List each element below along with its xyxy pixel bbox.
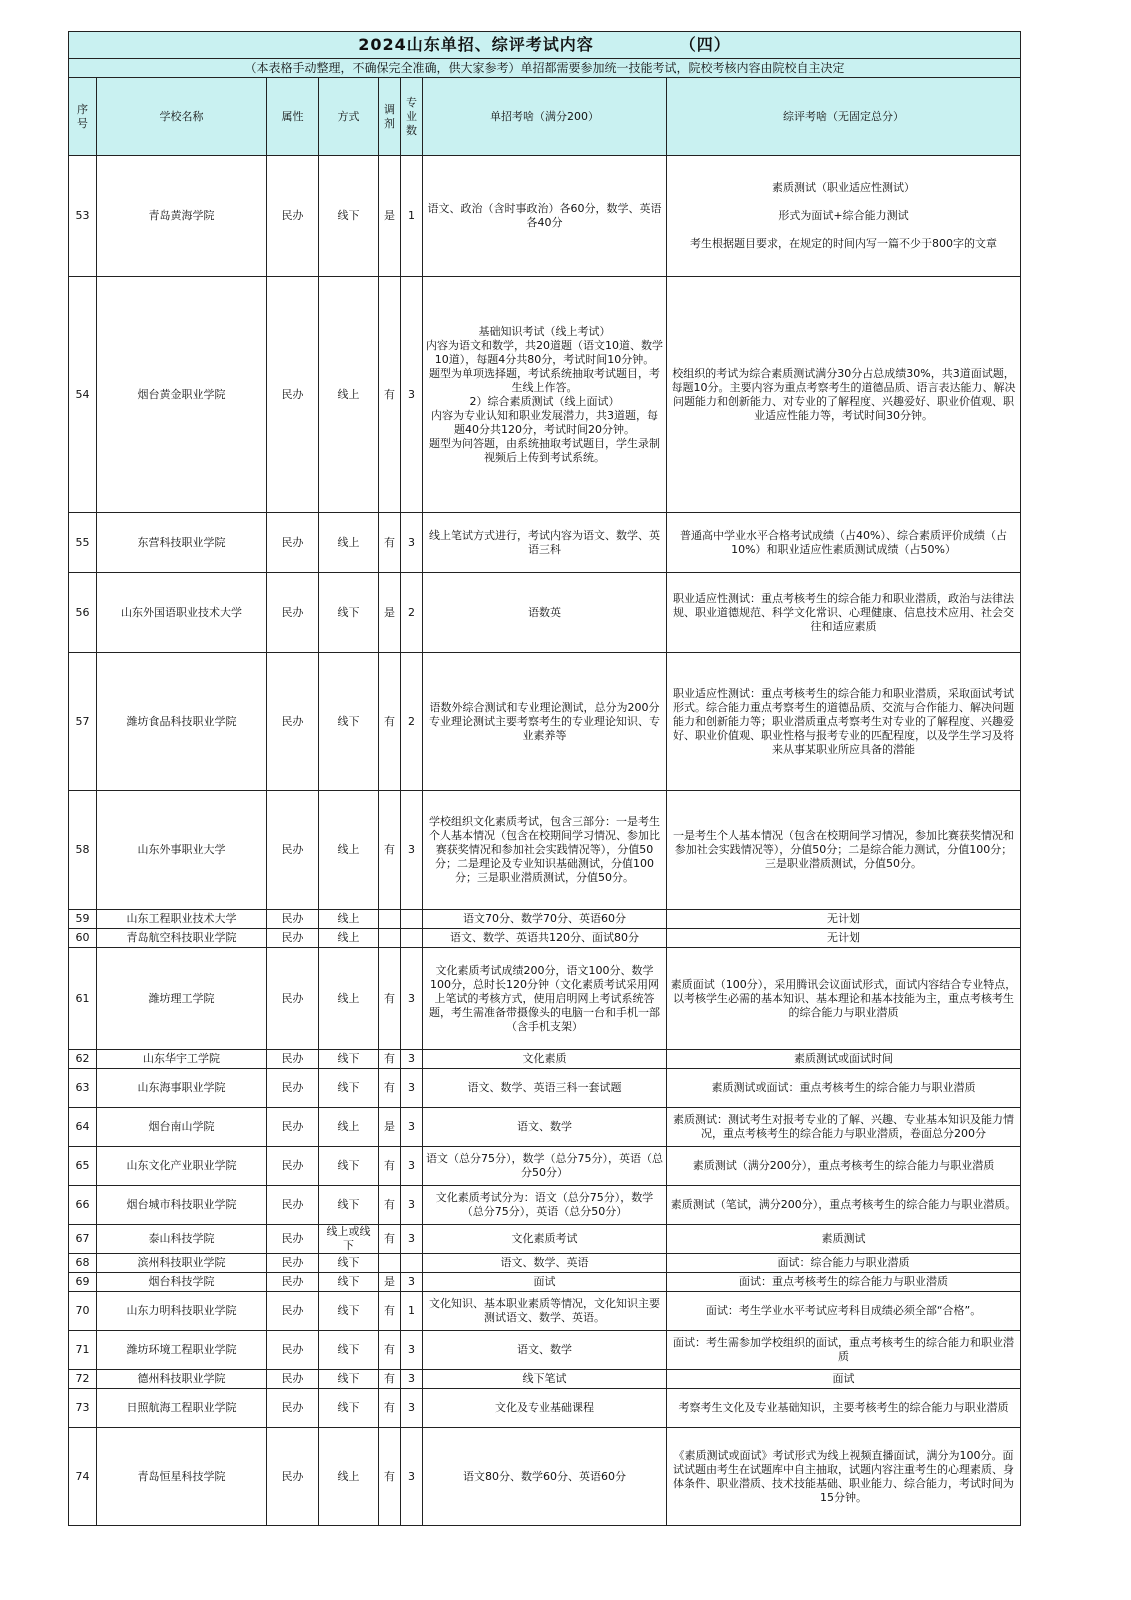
cell-exam: 语文、政治（含时事政治）各60分，数学、英语各40分 <box>423 156 667 277</box>
table-row <box>69 791 1021 910</box>
header-no: 序号 <box>69 78 97 156</box>
cell-attr: 民办 <box>267 1428 319 1526</box>
cell-majors: 3 <box>401 277 423 513</box>
cell-eval: 素质测试 <box>667 1225 1021 1254</box>
cell-no: 67 <box>69 1225 97 1254</box>
table-row <box>69 653 1021 791</box>
cell-school: 烟台黄金职业学院 <box>97 277 267 513</box>
cell-majors: 2 <box>401 573 423 653</box>
cell-exam: 线下笔试 <box>423 1370 667 1389</box>
cell-school: 山东工程职业技术大学 <box>97 910 267 929</box>
cell-majors: 3 <box>401 791 423 910</box>
table-row <box>69 910 1021 929</box>
cell-majors: 3 <box>401 1370 423 1389</box>
cell-no: 71 <box>69 1331 97 1370</box>
cell-exam: 语文、数学、英语三科一套试题 <box>423 1069 667 1108</box>
cell-no: 64 <box>69 1108 97 1147</box>
cell-adjust: 是 <box>379 573 401 653</box>
cell-majors <box>401 1254 423 1273</box>
exam-content-table <box>68 31 1021 1526</box>
cell-no: 74 <box>69 1428 97 1526</box>
table-row <box>69 1428 1021 1526</box>
cell-mode: 线下 <box>319 1069 379 1108</box>
cell-majors <box>401 929 423 948</box>
cell-mode: 线下 <box>319 1389 379 1428</box>
table-row <box>69 1147 1021 1186</box>
cell-exam: 语数英 <box>423 573 667 653</box>
cell-school: 滨州科技职业学院 <box>97 1254 267 1273</box>
cell-adjust: 有 <box>379 277 401 513</box>
cell-mode: 线上 <box>319 791 379 910</box>
cell-attr: 民办 <box>267 1370 319 1389</box>
cell-exam: 语文、数学、英语共120分、面试80分 <box>423 929 667 948</box>
cell-exam: 语文、数学 <box>423 1108 667 1147</box>
cell-exam: 文化素质考试分为：语文（总分75分），数学（总分75分），英语（总分50分） <box>423 1186 667 1225</box>
cell-adjust: 是 <box>379 1108 401 1147</box>
cell-exam: 语文（总分75分），数学（总分75分），英语（总分50分） <box>423 1147 667 1186</box>
cell-adjust <box>379 1254 401 1273</box>
cell-eval: 无计划 <box>667 929 1021 948</box>
table-row <box>69 1108 1021 1147</box>
cell-eval: 素质测试（职业适应性测试） 形式为面试+综合能力测试 考生根据题目要求，在规定的时间内写一篇不少于800字的文章 <box>667 156 1021 277</box>
cell-adjust: 有 <box>379 653 401 791</box>
cell-eval: 职业适应性测试：重点考核考生的综合能力和职业潜质，采取面试考试形式。综合能力重点考察考生的道德品质、交流与合作能力、解决问题能力和创新能力等；职业潜质重点考察考生对专业的了解程度、兴趣爱好、职业价值观、职业性格与报考专业的匹配程度，以及学生学习及将来从事某职业所应具备的潜能 <box>667 653 1021 791</box>
cell-no: 61 <box>69 948 97 1050</box>
cell-adjust: 有 <box>379 1050 401 1069</box>
cell-majors: 3 <box>401 1331 423 1370</box>
cell-mode: 线上 <box>319 929 379 948</box>
cell-school: 山东文化产业职业学院 <box>97 1147 267 1186</box>
subtitle-row <box>69 59 1021 78</box>
cell-attr: 民办 <box>267 1186 319 1225</box>
cell-adjust: 是 <box>379 156 401 277</box>
header-attr: 属性 <box>267 78 319 156</box>
cell-attr: 民办 <box>267 1050 319 1069</box>
cell-no: 63 <box>69 1069 97 1108</box>
table-title <box>69 32 1021 59</box>
cell-school: 烟台科技学院 <box>97 1273 267 1292</box>
title-suffix: （四） <box>679 35 731 54</box>
cell-eval: 素质测试（满分200分），重点考核考生的综合能力与职业潜质 <box>667 1147 1021 1186</box>
cell-attr: 民办 <box>267 1108 319 1147</box>
cell-adjust: 有 <box>379 1428 401 1526</box>
cell-exam: 语文80分、数学60分、英语60分 <box>423 1428 667 1526</box>
cell-eval: 素质测试：测试考生对报考专业的了解、兴趣、专业基本知识及能力情况，重点考核考生的综合能力与职业潜质，卷面总分200分 <box>667 1108 1021 1147</box>
cell-majors: 3 <box>401 1108 423 1147</box>
cell-attr: 民办 <box>267 573 319 653</box>
header-majors: 专业数 <box>401 78 423 156</box>
cell-school: 青岛航空科技职业学院 <box>97 929 267 948</box>
cell-exam: 语文、数学 <box>423 1331 667 1370</box>
cell-adjust: 有 <box>379 1225 401 1254</box>
cell-attr: 民办 <box>267 1273 319 1292</box>
cell-eval: 考察考生文化及专业基础知识，主要考核考生的综合能力与职业潜质 <box>667 1389 1021 1428</box>
header-exam: 单招考啥（满分200） <box>423 78 667 156</box>
table-row <box>69 513 1021 573</box>
table-row <box>69 1331 1021 1370</box>
cell-mode: 线上 <box>319 1428 379 1526</box>
header-eval: 综评考啥（无固定总分） <box>667 78 1021 156</box>
cell-attr: 民办 <box>267 277 319 513</box>
cell-majors: 3 <box>401 948 423 1050</box>
cell-no: 68 <box>69 1254 97 1273</box>
cell-majors: 1 <box>401 156 423 277</box>
cell-attr: 民办 <box>267 1225 319 1254</box>
cell-mode: 线上或线下 <box>319 1225 379 1254</box>
cell-school: 烟台南山学院 <box>97 1108 267 1147</box>
cell-attr: 民办 <box>267 948 319 1050</box>
table-row <box>69 1292 1021 1331</box>
cell-exam: 面试 <box>423 1273 667 1292</box>
cell-majors: 3 <box>401 1225 423 1254</box>
cell-eval: 面试：重点考核考生的综合能力与职业潜质 <box>667 1273 1021 1292</box>
cell-school: 青岛黄海学院 <box>97 156 267 277</box>
title-main: 2024山东单招、综评考试内容 <box>358 35 594 54</box>
cell-eval: 素质测试或面试：重点考核考生的综合能力与职业潜质 <box>667 1069 1021 1108</box>
cell-attr: 民办 <box>267 1389 319 1428</box>
table-row <box>69 1186 1021 1225</box>
cell-attr: 民办 <box>267 1147 319 1186</box>
cell-exam: 语数外综合测试和专业理论测试，总分为200分专业理论测试主要考察考生的专业理论知识、专业素养等 <box>423 653 667 791</box>
cell-eval: 面试：综合能力与职业潜质 <box>667 1254 1021 1273</box>
cell-no: 56 <box>69 573 97 653</box>
cell-eval: 无计划 <box>667 910 1021 929</box>
cell-no: 58 <box>69 791 97 910</box>
cell-eval: 校组织的考试为综合素质测试满分30分占总成绩30%，共3道面试题，每题10分。主要内容为重点考察考生的道德品质、语言表达能力、解决问题能力和创新能力、对专业的了解程度、兴趣爱好、职业价值观、职业适应性能力等，考试时间30分钟。 <box>667 277 1021 513</box>
cell-no: 54 <box>69 277 97 513</box>
cell-mode: 线上 <box>319 277 379 513</box>
cell-school: 潍坊环境工程职业学院 <box>97 1331 267 1370</box>
cell-attr: 民办 <box>267 910 319 929</box>
cell-school: 山东海事职业学院 <box>97 1069 267 1108</box>
cell-majors: 3 <box>401 1069 423 1108</box>
cell-majors <box>401 910 423 929</box>
cell-attr: 民办 <box>267 1069 319 1108</box>
cell-mode: 线下 <box>319 1147 379 1186</box>
cell-exam: 文化素质考试成绩200分，语文100分、数学100分，总时长120分钟（文化素质考试采用网上笔试的考核方式，使用启明网上考试系统答题，考生需准备带摄像头的电脑一台和手机一部（含手机支架） <box>423 948 667 1050</box>
cell-attr: 民办 <box>267 1331 319 1370</box>
cell-no: 60 <box>69 929 97 948</box>
cell-school: 山东力明科技职业学院 <box>97 1292 267 1331</box>
cell-majors: 1 <box>401 1292 423 1331</box>
cell-adjust: 有 <box>379 948 401 1050</box>
cell-exam: 学校组织文化素质考试，包含三部分：一是考生个人基本情况（包含在校期间学习情况、参加比赛获奖情况和参加社会实践情况等），分值50分；二是理论及专业知识基础测试，分值100分；三是职业潜质测试，分值50分。 <box>423 791 667 910</box>
cell-mode: 线下 <box>319 653 379 791</box>
table-row <box>69 277 1021 513</box>
cell-attr: 民办 <box>267 929 319 948</box>
cell-attr: 民办 <box>267 1292 319 1331</box>
cell-adjust: 有 <box>379 1389 401 1428</box>
cell-eval: 普通高中学业水平合格考试成绩（占40%）、综合素质评价成绩（占10%）和职业适应性素质测试成绩（占50%） <box>667 513 1021 573</box>
cell-school: 日照航海工程职业学院 <box>97 1389 267 1428</box>
cell-exam: 语文70分、数学70分、英语60分 <box>423 910 667 929</box>
cell-school: 泰山科技学院 <box>97 1225 267 1254</box>
cell-adjust: 有 <box>379 1147 401 1186</box>
header-adjust: 调剂 <box>379 78 401 156</box>
cell-no: 55 <box>69 513 97 573</box>
cell-no: 69 <box>69 1273 97 1292</box>
cell-exam: 文化知识、基本职业素质等情况，文化知识主要测试语文、数学、英语。 <box>423 1292 667 1331</box>
cell-adjust: 有 <box>379 1069 401 1108</box>
cell-no: 73 <box>69 1389 97 1428</box>
cell-school: 山东外国语职业技术大学 <box>97 573 267 653</box>
cell-mode: 线下 <box>319 1273 379 1292</box>
table-row <box>69 1069 1021 1108</box>
cell-attr: 民办 <box>267 156 319 277</box>
cell-exam: 线上笔试方式进行，考试内容为语文、数学、英语三科 <box>423 513 667 573</box>
cell-no: 72 <box>69 1370 97 1389</box>
cell-eval: 《素质测试或面试》考试形式为线上视频直播面试，满分为100分。面试试题由考生在试题库中自主抽取，试题内容注重考生的心理素质、身体条件、职业潜质、技术技能基础、职业能力、综合能力，考试时间为15分钟。 <box>667 1428 1021 1526</box>
table-row <box>69 1389 1021 1428</box>
cell-majors: 2 <box>401 653 423 791</box>
table-row <box>69 1050 1021 1069</box>
cell-eval: 素质测试或面试时间 <box>667 1050 1021 1069</box>
cell-mode: 线上 <box>319 1108 379 1147</box>
cell-adjust <box>379 929 401 948</box>
cell-no: 70 <box>69 1292 97 1331</box>
cell-mode: 线上 <box>319 948 379 1050</box>
cell-attr: 民办 <box>267 513 319 573</box>
table-row <box>69 929 1021 948</box>
table-subtitle: （本表格手动整理，不确保完全准确，供大家参考）单招都需要参加统一技能考试，院校考核内容由院校自主决定 <box>69 59 1021 78</box>
cell-majors: 3 <box>401 513 423 573</box>
cell-school: 山东华宇工学院 <box>97 1050 267 1069</box>
cell-mode: 线下 <box>319 1050 379 1069</box>
cell-adjust: 有 <box>379 791 401 910</box>
cell-majors: 3 <box>401 1389 423 1428</box>
cell-attr: 民办 <box>267 653 319 791</box>
table-row <box>69 1370 1021 1389</box>
cell-majors: 3 <box>401 1428 423 1526</box>
cell-school: 德州科技职业学院 <box>97 1370 267 1389</box>
cell-exam: 文化素质考试 <box>423 1225 667 1254</box>
cell-eval: 职业适应性测试：重点考核考生的综合能力和职业潜质，政治与法律法规、职业道德规范、科学文化常识、心理健康、信息技术应用、社会交往和适应素质 <box>667 573 1021 653</box>
cell-adjust: 有 <box>379 1370 401 1389</box>
cell-adjust: 有 <box>379 1186 401 1225</box>
cell-mode: 线下 <box>319 1254 379 1273</box>
cell-majors: 3 <box>401 1050 423 1069</box>
table-row <box>69 1225 1021 1254</box>
header-row <box>69 78 1021 156</box>
cell-no: 57 <box>69 653 97 791</box>
cell-mode: 线上 <box>319 910 379 929</box>
cell-mode: 线下 <box>319 1370 379 1389</box>
cell-mode: 线下 <box>319 1292 379 1331</box>
cell-no: 65 <box>69 1147 97 1186</box>
cell-exam: 文化及专业基础课程 <box>423 1389 667 1428</box>
cell-adjust: 有 <box>379 513 401 573</box>
cell-eval: 面试：考生学业水平考试应考科目成绩必须全部“合格”。 <box>667 1292 1021 1331</box>
table-row <box>69 573 1021 653</box>
cell-eval: 一是考生个人基本情况（包含在校期间学习情况，参加比赛获奖情况和参加社会实践情况等），分值50分；二是综合能力测试，分值100分；三是职业潜质测试，分值50分。 <box>667 791 1021 910</box>
cell-attr: 民办 <box>267 791 319 910</box>
cell-school: 青岛恒星科技学院 <box>97 1428 267 1526</box>
cell-attr: 民办 <box>267 1254 319 1273</box>
cell-no: 53 <box>69 156 97 277</box>
cell-adjust: 是 <box>379 1273 401 1292</box>
cell-school: 烟台城市科技职业学院 <box>97 1186 267 1225</box>
cell-school: 山东外事职业大学 <box>97 791 267 910</box>
cell-eval: 素质测试（笔试，满分200分），重点考核考生的综合能力与职业潜质。 <box>667 1186 1021 1225</box>
cell-no: 66 <box>69 1186 97 1225</box>
table-row <box>69 1273 1021 1292</box>
cell-mode: 线下 <box>319 573 379 653</box>
cell-majors: 3 <box>401 1273 423 1292</box>
cell-adjust <box>379 910 401 929</box>
cell-mode: 线下 <box>319 1186 379 1225</box>
cell-mode: 线下 <box>319 1331 379 1370</box>
cell-school: 潍坊理工学院 <box>97 948 267 1050</box>
table-row <box>69 1254 1021 1273</box>
cell-no: 62 <box>69 1050 97 1069</box>
cell-adjust: 有 <box>379 1292 401 1331</box>
table-row <box>69 156 1021 277</box>
cell-majors: 3 <box>401 1147 423 1186</box>
cell-school: 潍坊食品科技职业学院 <box>97 653 267 791</box>
cell-mode: 线下 <box>319 156 379 277</box>
cell-school: 东营科技职业学院 <box>97 513 267 573</box>
cell-exam: 语文、数学、英语 <box>423 1254 667 1273</box>
cell-eval: 面试 <box>667 1370 1021 1389</box>
cell-exam: 基础知识考试（线上考试） 内容为语文和数学，共20道题（语文10道、数学10道），每题4分共80分，考试时间10分钟。 题型为单项选择题，考试系统抽取考试题目，考生线上作答。 2）综合素质测试（线上面试） 内容为专业认知和职业发展潜力，共3道题，每题40分共120分，考试时间20分钟。 题型为问答题，由系统抽取考试题目，学生录制视频后上传到考试系统。 <box>423 277 667 513</box>
cell-majors: 3 <box>401 1186 423 1225</box>
cell-exam: 文化素质 <box>423 1050 667 1069</box>
cell-eval: 面试：考生需参加学校组织的面试，重点考核考生的综合能力和职业潜质 <box>667 1331 1021 1370</box>
header-mode: 方式 <box>319 78 379 156</box>
title-row <box>69 32 1021 59</box>
cell-no: 59 <box>69 910 97 929</box>
table-row <box>69 948 1021 1050</box>
header-school: 学校名称 <box>97 78 267 156</box>
cell-adjust: 有 <box>379 1331 401 1370</box>
cell-eval: 素质面试（100分），采用腾讯会议面试形式，面试内容结合专业特点，以考核学生必需的基本知识、基本理论和基本技能为主，重点考核考生的综合能力与职业潜质 <box>667 948 1021 1050</box>
cell-mode: 线上 <box>319 513 379 573</box>
